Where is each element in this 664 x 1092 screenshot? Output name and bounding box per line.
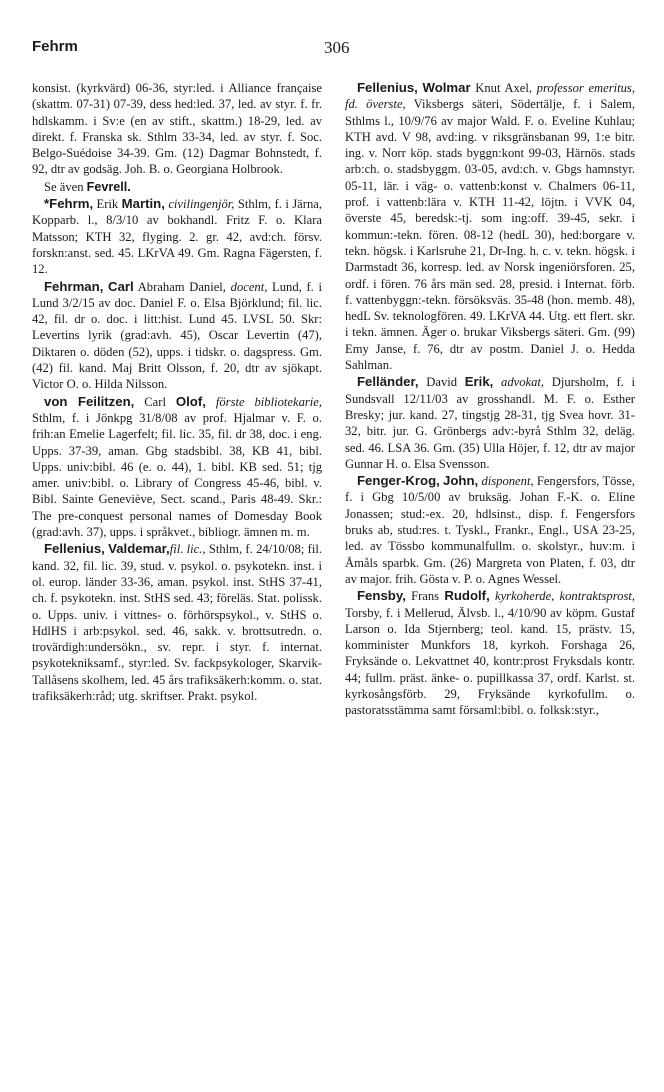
entry-fellander-erik: Felländer, David Erik, advokat, Djursholm, f. i Sundsvall 12/11/03 av grosshandl. M. F. o. Esther Bresky; jur. kand. 27, tingstjg 28-31, tjg Svea hovr. 31-32, bitr. jur. G. Grönbergs adv:-byrå Sthlm 32, deläg. sed. 46. LSA 36. Gm. (35) Ulla Höjer, f. 12, dtr av major Gunnar H. o. Elsa Svensson. [345,374,636,471]
entry-surname: Fenger-Krog, [357,473,440,489]
entry-title: disponent, [481,474,534,489]
entry-title: civilingenjör, [168,197,235,212]
entry-callname: Rudolf, [444,588,490,604]
entry-surname: Fellenius, [44,541,105,557]
entry-fellenius-valdemar: Fellenius, Valdemar,fil. lic., Sthlm, f. 24/10/08; fil. kand. 32, fil. lic. 39, stud. v. psykol. o. psykotekn. inst. i ol. europ. länder 33-36, aman. psykol. inst. StHS 37-41, ch. f. psykotekn. inst. StHS sed. 43; föreläs. Stat. polissk. o. Upps. univ. i vittnes- o. förhörspsykol., v. StHS o. HdlHS i arb:psykol. sed. 46, sakk. v. brottsutredn. o. trovärdigh:undersökn., sv. repr. i styr. f. internat. psykotekniksamf., styr:led. Sv. fackpsykologer, Skarvik-Tallåsens skolhem, led. 45 års trafiksäkerh:komm. o. stat. trafiksäkerh:råd; utg. skriftser. Prakt. psykol. [32,541,322,703]
right-column [345,80,635,720]
entry-title: professor emeritus, fd. överste, [345,81,635,112]
entry-surname: Fensby, [357,588,406,604]
page-header [32,38,644,68]
left-column [32,80,322,705]
entry-callname: Olof, [175,393,206,409]
see-also-ref: Fevrell. [86,179,131,194]
entry-title: advokat, [501,375,545,390]
entry-title: fil. lic., [169,542,206,557]
entry-callname: Erik, [464,374,494,390]
entry-surname: Fehrman, [44,278,104,294]
entry-von-feilitzen-olof: von Feilitzen, Carl Olof, förste bibliotekarie, Sthlm, f. i Jönkpg 31/8/08 av prof. Hjalmar v. F. o. frih:an Emelie Lagerfelt; fil. lic. 35, fil. dr 38, doc. i eng. Upps. 37-39, aman. Gbg stadsbibl. 38, KB 41, bibl. Upps. univ:bibl. 46 (e. o. 44), 1. bibl. KB sed. 51; tjg amer. univ:bibl. o. Library of Congress 45-46, bibl. v. Bibl. Sainte Geneviève, Sect. scand., Paris 48-49. Skr.: The pre-conquest personal names of Domesday Book (grad:avh. 37), upps. i språkvet., bibliogr. ämnen m. m. [32,393,322,540]
entry-title: kyrkoherde, kontraktsprost, [494,589,635,604]
running-head: Fehrm [32,38,78,55]
entry-fehrman-carl: Fehrman, Carl Abraham Daniel, docent, Lund, f. i Lund 3/2/15 av doc. Daniel F. o. Elsa Björklund; fil. lic. 42, fil. dr o. doc. i litt:hist. Lund 45. LVSL 50. Skr: Levertins lyrik (grad:avh. 45), Oscar Levertin (47), Diktaren o. döden (52), upps. i tidskr. o. dagspress. Gm. (42) fil. kand. Maj Britt Olsson, f. 20, dtr av sjökapt. Victor O. o. Hilda Nilsson. [32,278,322,392]
entry-callname: Martin, [121,196,165,212]
entry-fenger-krog-john: Fenger-Krog, John, disponent, Fengersfors, Tösse, f. i Gbg 10/5/00 av bruksäg. Johan F.-K. o. Eline Jonassen; stud:-ex. 20, hdlsinst., disp. f. Fengersfors bruks ab, stud:res. t. Tyskl., Frankr., Engl., USA 23-25, led. av Tössbo kommunalfullm. o. skolstyr., huv:m. i Åmåls sparbk. Gm. (26) Margreta von Platen, f. 03, dtr av major. frih. Gösta v. P. o. Agnes Wessel. [345,473,635,586]
entry-callname: Carl [108,278,134,294]
entry-fehrm-erik: *Fehrm, Erik Martin, civilingenjör, Sthlm, f. i Järna, Kopparb. l., 8/3/10 av bokhandl. Fritz F. o. Klara Matsson; KTH 32, flyging. 2. gr. 42, avd:ch. försv. forskn:anst. sed. 45. LKrVA 49. Gm. Ragna Fägersten, f. 12. [32,196,322,277]
entry-surname: Fellenius, [357,80,418,95]
entry-fensby-rudolf: Fensby, Frans Rudolf, kyrkoherde, kontraktsprost, Torsby, f. i Mellerud, Älvsb. l., 4/10/90 av köpm. Gustaf Larson o. Ida Stjernberg; teol. kand. 15, prästv. 15, komminister Munkfors 18, kyrkoh. Forshaga 26, Fryksände o. Lekvattnet 40, kontr:prost Fryksdals kontr. 44; fullm. präst. änke- o. pupillkassa 37, ordf. Karlst. st. kyrkosångsförb. 29, Fryksände kyrkofullm. o. pastoratsstämma samt församl:bibl. o. folksk:styr., [345,588,635,718]
entry-callname: John, [443,473,479,489]
entry-title: förste bibliotekarie, [215,394,322,409]
entry-surname: von Feilitzen, [44,393,135,409]
entry-callname: Wolmar [422,80,471,95]
entry-surname: Fehrm, [49,196,94,212]
entry-callname: Valdemar, [108,541,170,557]
entry-surname: Felländer, [357,374,419,390]
see-also: Se även Fevrell. [44,179,131,194]
page-number: 306 [324,38,350,57]
entry-continuation: konsist. (kyrkvärd) 06-36, styr:led. i Alliance française (skattm. 07-31) 07-39, dess hed:led. 37, led. av styr. f. fr. hdlskamm. i Sv:e (en av stift., skattm.) 18-29, led. av direkt. f. Franska sk. Sthlm 33-34, led. av styr. f. Soc. Belgo-Suédoise 34-39. Gm. (12) Dagmar Bohnstedt, f. 92, dtr av godsäg. Joh. B. o. Georgiana Holbrook. [32,81,322,177]
entry-title: docent, [230,279,268,294]
entry-fellenius-wolmar: Fellenius, Wolmar Knut Axel, professor emeritus, fd. överste, Viksbergs säteri, Södertälje, f. i Salem, Sthlms l., 10/9/76 av major Wald. F. o. Eveline Kuhlau; KTH avd. V 98, avd:ing. v riksgränsbanan 99, 1:e bitr. ing. v. Norr köp. stads byggn:kont 99-03, Härnös. stads arb:ch. o. stadsbyggm. 03-05, avd:ch. v. Gbgs hamnstyr. 05-11, lär. i väg- o. vattenb:konst v. Chalmers 06-11, prof. i vattenb:lära v. KTH 11-42, löjtn. i VVK 04, överste 45, beredsk:-tj. som ing:off. 39-45, sekr. i kommun:-tekn. fören. 08-12 (hedL 30), hed:borgare v. tekn. högsk. i Karlsruhe 21, Dr-Ing. h. c. v. tekn. högsk. i Darmstadt 36, korresp. led. av Norsk ingeniörsforen. 25, ordf. i fören. 76 års män sed. 28, presid. i Internat. förb. f. vattenbyggn:-tekn. försöksväs. 35-48 (hon. memb. 48), hedL Sv. teknologfören. 49. LKrVA 44. Utg. ett flert. skr. i tekn. ämnen. Äger o. brukar Viksbergs säteri. Gm. (99) Emy Janse, f. 76, dtr av postm. Daniel J. o. Hedda Sahlman. [345,80,635,373]
